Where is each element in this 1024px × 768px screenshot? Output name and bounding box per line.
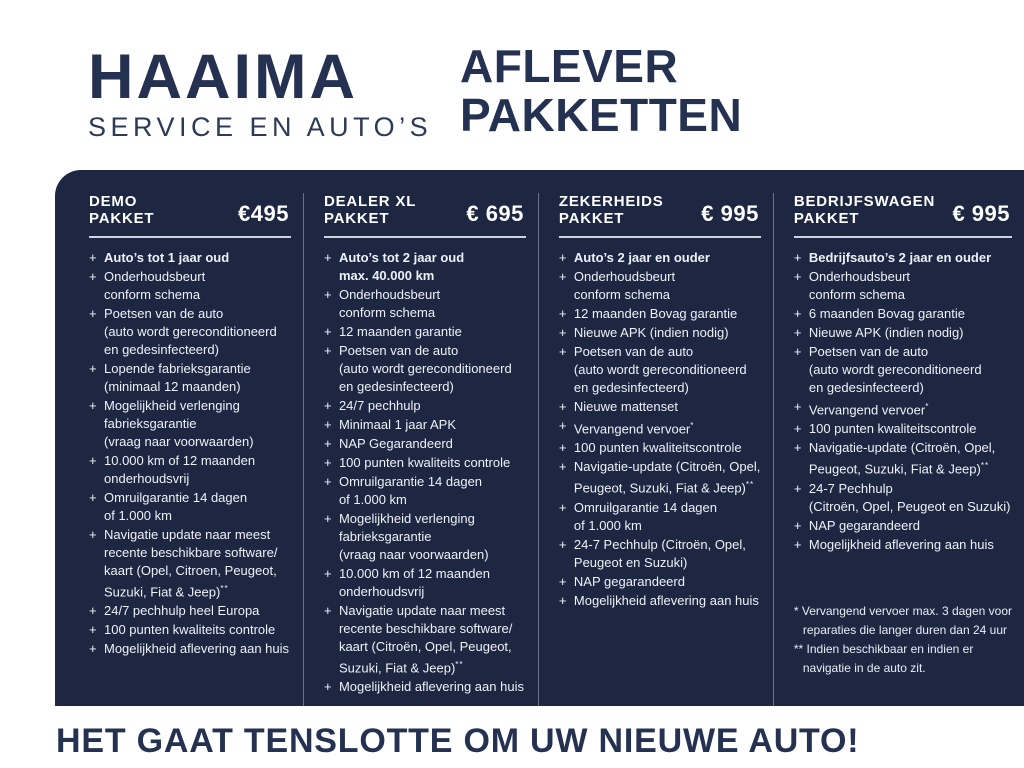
- plus-icon: +: [558, 459, 567, 475]
- footnote-marker: *: [690, 421, 695, 430]
- package-feature-text: Nieuwe mattenset: [573, 399, 678, 414]
- package-header: [559, 193, 761, 227]
- header-divider: [794, 236, 1012, 238]
- footnote-marker: **: [745, 480, 755, 490]
- package-feature-text: 6 maanden Bovag garantie: [808, 306, 965, 321]
- package-feature-text: 24/7 pechhulp: [338, 398, 421, 413]
- package-feature-text: Onderhoudsbeurt conform schema: [808, 269, 911, 302]
- package-feature-item: [794, 305, 1012, 323]
- package-feature-list: [324, 249, 526, 696]
- package-feature-item: [794, 343, 1012, 397]
- package-feature-item: [324, 286, 526, 322]
- plus-icon: +: [558, 399, 567, 414]
- plus-icon: +: [323, 436, 332, 451]
- package-feature-item: [559, 417, 761, 438]
- package-feature-text: 10.000 km of 12 maanden onderhoudsvrij: [104, 453, 256, 486]
- package-header: [324, 193, 526, 227]
- package-header: [794, 193, 1012, 227]
- package-feature-list: [89, 249, 291, 658]
- package-feature-text: NAP Gegarandeerd: [338, 436, 453, 451]
- package-feature-item: [89, 268, 291, 304]
- package-feature-text: 100 punten kwaliteits controle: [338, 455, 511, 470]
- package-feature-item: [794, 517, 1012, 535]
- package-feature-item: [324, 473, 526, 509]
- package-feature-text: Omruilgarantie 14 dagen of 1.000 km: [338, 474, 483, 507]
- plus-icon: +: [89, 306, 97, 321]
- package-price: € 695: [466, 201, 524, 226]
- package-feature-item: [324, 454, 526, 472]
- packages-panel: [55, 170, 1024, 706]
- package-feature-item: [794, 480, 1012, 516]
- package-feature-text: 12 maanden Bovag garantie: [573, 306, 738, 321]
- package-name-line1: DEALER XL: [323, 193, 417, 210]
- plus-icon: +: [323, 250, 332, 265]
- package-column-bedrijfswagen: [773, 193, 1024, 706]
- package-feature-item: [794, 249, 1012, 267]
- plus-icon: +: [323, 417, 332, 432]
- package-feature-item: [559, 458, 761, 497]
- plus-icon: +: [793, 536, 802, 552]
- header-divider: [324, 236, 526, 238]
- footnotes: [794, 602, 1012, 678]
- package-feature-item: [559, 573, 761, 591]
- package-feature-item: [324, 342, 526, 396]
- package-feature-item: [794, 420, 1012, 438]
- package-name-line1: BEDRIJFSWAGEN: [793, 193, 936, 210]
- package-feature-text: Mogelijkheid aflevering aan huis: [338, 679, 524, 695]
- package-feature-item: [559, 499, 761, 535]
- plus-icon: +: [323, 343, 332, 358]
- package-column-zekerheids: [538, 193, 773, 706]
- package-feature-item: [89, 526, 291, 601]
- package-name: [559, 193, 664, 227]
- package-feature-text: 24-7 Pechhulp (Citroën, Opel, Peugeot en Suzuki): [573, 536, 746, 570]
- plus-icon: +: [558, 440, 567, 456]
- package-feature-item: [89, 249, 291, 267]
- package-feature-text: 100 punten kwaliteitscontrole: [808, 421, 977, 437]
- package-feature-item: [794, 268, 1012, 304]
- package-feature-text: NAP gegarandeerd: [573, 573, 685, 589]
- package-name: [324, 193, 416, 227]
- plus-icon: +: [89, 269, 97, 284]
- package-feature-item: [794, 439, 1012, 478]
- plus-icon: +: [558, 536, 567, 552]
- package-feature-text: Auto’s 2 jaar en ouder: [573, 250, 710, 265]
- package-feature-text: Navigatie-update (Citroën, Opel, Peugeot, Suzuki, Fiat & Jeep)**: [808, 440, 996, 477]
- plus-icon: +: [793, 480, 802, 496]
- package-feature-text: 24-7 Pechhulp (Citroën, Opel, Peugeot en Suzuki): [808, 480, 1011, 514]
- plus-icon: +: [323, 679, 332, 695]
- package-feature-text: Bedrijfsauto’s 2 jaar en ouder: [808, 250, 992, 265]
- package-feature-item: [794, 536, 1012, 554]
- plus-icon: +: [558, 325, 567, 340]
- package-feature-item: [89, 360, 291, 396]
- footnote-marker: **: [455, 660, 464, 669]
- package-feature-item: [559, 343, 761, 397]
- package-feature-item: [89, 621, 291, 639]
- footer-slogan: HET GAAT TENSLOTTE OM UW NIEUWE AUTO!: [56, 722, 860, 760]
- package-name-line2: PAKKET: [558, 210, 625, 227]
- package-feature-text: 100 punten kwaliteits controle: [104, 622, 276, 638]
- package-feature-text: Poetsen van de auto (auto wordt gereconditioneerd en gedesinfecteerd): [808, 344, 982, 395]
- plus-icon: +: [89, 622, 97, 638]
- package-feature-item: [324, 678, 526, 696]
- package-name-line1: DEMO: [89, 193, 138, 210]
- package-feature-text: Mogelijkheid verlenging fabrieksgarantie (vraag naar voorwaarden): [338, 511, 489, 562]
- footnote-marker: **: [980, 461, 990, 471]
- header-divider: [559, 236, 761, 238]
- package-name: [794, 193, 935, 227]
- package-feature-item: [559, 268, 761, 304]
- package-name-line2: PAKKET: [89, 210, 155, 227]
- package-name-line2: PAKKET: [323, 210, 390, 227]
- package-feature-item: [89, 602, 291, 620]
- plus-icon: +: [558, 499, 567, 515]
- package-price: € 995: [952, 201, 1010, 226]
- package-name: [89, 193, 154, 227]
- package-name-line1: ZEKERHEIDS: [558, 193, 664, 210]
- plus-icon: +: [323, 511, 332, 526]
- package-feature-item: [324, 565, 526, 601]
- package-feature-item: [559, 305, 761, 323]
- plus-icon: +: [323, 603, 332, 618]
- package-feature-text: Navigatie update naar meest recente beschikbare software/ kaart (Citroën, Opel, Peugeot, Suzuki, Fiat & Jeep)**: [338, 603, 513, 676]
- logo-title: HAAIMA: [88, 42, 358, 112]
- package-feature-text: NAP gegarandeerd: [808, 517, 920, 533]
- package-feature-text: Onderhoudsbeurt conform schema: [338, 287, 441, 320]
- footnote-line: navigatie in de auto zit.: [802, 660, 926, 675]
- package-feature-text: Onderhoudsbeurt conform schema: [104, 269, 206, 302]
- package-feature-item: [794, 398, 1012, 419]
- plus-icon: +: [558, 344, 567, 359]
- plus-icon: +: [89, 398, 97, 413]
- logo-subtitle: SERVICE EN AUTO’S: [88, 112, 433, 142]
- package-feature-item: [559, 249, 761, 267]
- package-feature-item: [324, 416, 526, 434]
- package-feature-item: [559, 439, 761, 457]
- package-column-demo: [55, 193, 303, 706]
- package-feature-list: [559, 249, 761, 610]
- package-column-dealer-xl: [303, 193, 538, 706]
- plus-icon: +: [89, 641, 97, 657]
- plus-icon: +: [793, 250, 802, 265]
- package-price: € 995: [701, 201, 759, 226]
- header-divider: [89, 236, 291, 238]
- package-feature-item: [89, 452, 291, 488]
- plus-icon: +: [89, 490, 97, 505]
- plus-icon: +: [558, 250, 567, 265]
- package-feature-item: [89, 397, 291, 451]
- plus-icon: +: [793, 517, 802, 533]
- package-feature-item: [324, 510, 526, 564]
- package-feature-text: Vervangend vervoer*: [573, 421, 695, 437]
- plus-icon: +: [558, 418, 567, 433]
- package-price: €495: [238, 201, 289, 226]
- footnote-marker: *: [925, 402, 930, 411]
- page-title-line1: AFLEVER: [460, 40, 679, 92]
- plus-icon: +: [89, 250, 97, 265]
- package-feature-text: Minimaal 1 jaar APK: [338, 417, 457, 432]
- plus-icon: +: [793, 325, 802, 340]
- footnote-line: ** Indien beschikbaar en indien er: [793, 641, 974, 656]
- footnote-marker: **: [220, 584, 229, 593]
- package-feature-text: 100 punten kwaliteitscontrole: [573, 440, 742, 456]
- plus-icon: +: [89, 361, 97, 376]
- plus-icon: +: [89, 527, 97, 542]
- plus-icon: +: [793, 421, 802, 437]
- plus-icon: +: [89, 603, 97, 619]
- package-feature-text: 10.000 km of 12 maanden onderhoudsvrij: [338, 566, 491, 599]
- page-title: [460, 42, 742, 140]
- package-feature-item: [559, 324, 761, 342]
- package-feature-item: [89, 489, 291, 525]
- package-header: [89, 193, 291, 227]
- footnote-line: reparaties die langer duren dan 24 uur: [802, 622, 1007, 637]
- plus-icon: +: [793, 440, 802, 456]
- package-feature-text: Mogelijkheid aflevering aan huis: [104, 641, 290, 657]
- package-feature-item: [89, 640, 291, 658]
- package-feature-text: Navigatie-update (Citroën, Opel, Peugeot, Suzuki, Fiat & Jeep)**: [573, 459, 761, 496]
- plus-icon: +: [323, 398, 332, 413]
- package-feature-list: [794, 249, 1012, 554]
- plus-icon: +: [793, 269, 802, 284]
- package-feature-text: Omruilgarantie 14 dagen of 1.000 km: [104, 490, 248, 523]
- plus-icon: +: [793, 344, 802, 359]
- page-title-line2: PAKKETTEN: [460, 88, 743, 141]
- package-feature-item: [559, 398, 761, 416]
- plus-icon: +: [89, 453, 97, 468]
- package-feature-text: Auto’s tot 2 jaar oud max. 40.000 km: [338, 250, 465, 283]
- package-feature-text: Auto’s tot 1 jaar oud: [104, 250, 230, 265]
- package-feature-text: 12 maanden garantie: [338, 324, 462, 339]
- plus-icon: +: [558, 269, 567, 284]
- package-feature-text: Poetsen van de auto (auto wordt gereconditioneerd en gedesinfecteerd): [338, 343, 512, 394]
- package-feature-text: 24/7 pechhulp heel Europa: [104, 603, 260, 619]
- plus-icon: +: [558, 592, 567, 608]
- package-feature-text: Mogelijkheid aflevering aan huis: [573, 592, 759, 608]
- plus-icon: +: [558, 573, 567, 589]
- plus-icon: +: [793, 306, 802, 321]
- package-feature-text: Navigatie update naar meest recente beschikbare software/ kaart (Opel, Citroen, Peugeot, Suzuki, Fiat & Jeep)**: [104, 527, 278, 600]
- package-feature-item: [324, 249, 526, 285]
- package-feature-text: Nieuwe APK (indien nodig): [808, 325, 964, 340]
- plus-icon: +: [323, 324, 332, 339]
- plus-icon: +: [323, 455, 332, 470]
- package-feature-text: Mogelijkheid aflevering aan huis: [808, 536, 994, 552]
- package-feature-text: Vervangend vervoer*: [808, 402, 930, 418]
- plus-icon: +: [558, 306, 567, 321]
- plus-icon: +: [323, 287, 332, 302]
- package-feature-item: [559, 536, 761, 572]
- package-feature-text: Poetsen van de auto (auto wordt gereconditioneerd en gedesinfecteerd): [104, 306, 277, 357]
- package-name-line2: PAKKET: [793, 210, 860, 227]
- package-feature-item: [559, 592, 761, 610]
- package-feature-item: [324, 602, 526, 677]
- package-feature-text: Poetsen van de auto (auto wordt gereconditioneerd en gedesinfecteerd): [573, 344, 747, 395]
- package-feature-text: Mogelijkheid verlenging fabrieksgarantie (vraag naar voorwaarden): [104, 398, 254, 449]
- package-feature-text: Lopende fabrieksgarantie (minimaal 12 maanden): [104, 361, 251, 394]
- package-feature-item: [89, 305, 291, 359]
- package-feature-text: Nieuwe APK (indien nodig): [573, 325, 729, 340]
- package-feature-text: Omruilgarantie 14 dagen of 1.000 km: [573, 499, 717, 533]
- plus-icon: +: [323, 474, 332, 489]
- plus-icon: +: [323, 566, 332, 581]
- dealer-logo: [88, 42, 433, 143]
- package-feature-item: [794, 324, 1012, 342]
- package-feature-item: [324, 323, 526, 341]
- package-feature-item: [324, 435, 526, 453]
- package-feature-item: [324, 397, 526, 415]
- footnote-line: * Vervangend vervoer max. 3 dagen voor: [793, 603, 1012, 618]
- plus-icon: +: [793, 399, 802, 414]
- package-feature-text: Onderhoudsbeurt conform schema: [573, 269, 676, 302]
